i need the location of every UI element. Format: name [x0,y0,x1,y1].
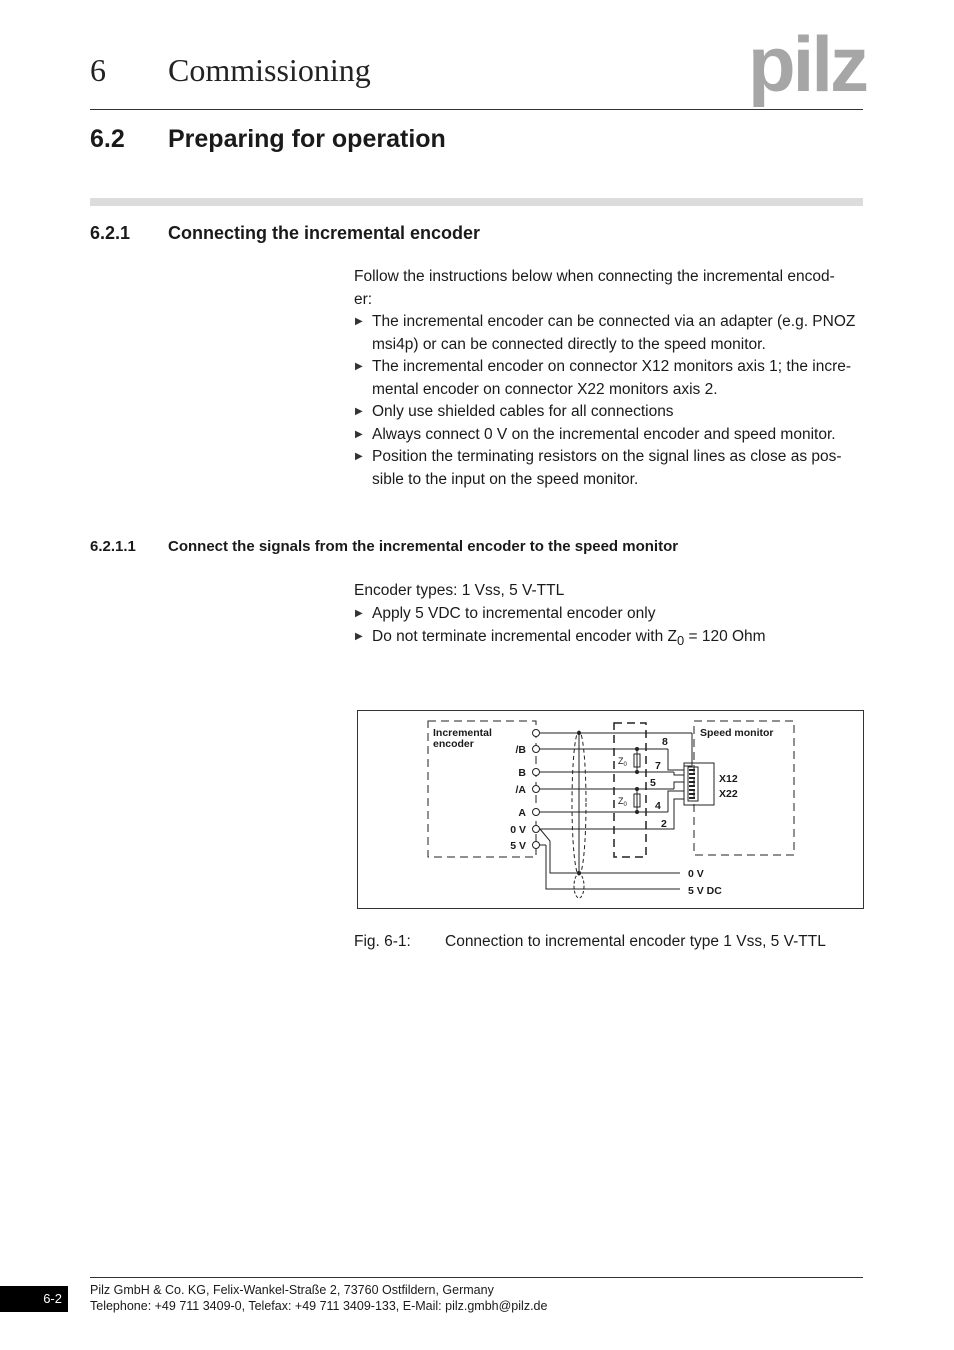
signal-label: A [518,807,526,819]
list-item: ▶ Only use shielded cables for all connections [354,401,866,424]
resistor-label: $Z_0$ [618,756,627,768]
list-item: ▶ The incremental encoder on connector X12 monitors axis 1; the incre-mental encoder on connector X22 monitors axis 2. [355,358,852,398]
encoder-label-line1: Incremental [433,727,492,739]
bullet-arrow-icon: ▶ [355,361,363,372]
terminal-icon [533,842,540,849]
wiring-diagram-svg [358,711,863,908]
bullet-arrow-icon: ▶ [355,316,363,327]
supply-5v-label: 5 V DC [688,885,722,897]
bullet-arrow-icon: ▶ [355,630,363,642]
bullet-arrow-icon: ▶ [355,608,363,619]
terminal-icon [533,826,540,833]
pilz-logo: pilz [748,20,866,108]
list-item: ▶ Always connect 0 V on the incremental encoder and speed monitor. [354,424,866,447]
list-item: ▶ Apply 5 VDC to incremental encoder only [354,603,866,626]
figure-caption: Connection to incremental encoder type 1 Vss, 5 V-TTL [445,933,826,950]
chapter-number: 6 [90,52,106,88]
adapter-box [614,723,646,857]
footer-contact: Telephone: +49 711 3409-0, Telefax: +49 711 3409-133, E-Mail: pilz.gmbh@pilz.de [90,1299,548,1313]
signal-label: /A [515,784,526,796]
subsubsection-number: 6.2.1.1 [90,538,136,555]
pin-label: 2 [661,818,667,830]
terminal-icon [533,786,540,793]
bullet-arrow-icon: ▶ [355,406,363,417]
list-item: ▶ The incremental encoder can be connected via an adapter (e.g. PNOZ msi4p) or can be connected directly to the speed monitor. [355,313,856,353]
section-title: Preparing for operation [168,125,446,153]
bullet-arrow-icon: ▶ [355,428,363,440]
subsection-title: Connecting the incremental encoder [168,223,481,243]
encoder-label-line2: encoder [433,738,474,750]
speed-monitor-box [694,721,794,855]
list-item: ▶ Do not terminate incremental encoder with $Z_0 = 120$ Ohm [355,627,766,648]
terminal-icon [533,769,540,776]
header-divider [90,109,863,110]
wiring-diagram [357,710,864,909]
section-number: 6.2 [90,125,125,153]
intro-line-2: er: [354,290,373,308]
speed-monitor-label: Speed monitor [700,727,774,739]
section-separator-bar [90,198,863,206]
signal-label: 0 V [510,824,526,836]
encoder-list [354,603,866,652]
figure-number: Fig. 6-1: [354,933,411,950]
pin-label: 4 [655,800,661,812]
footer-divider [90,1277,863,1278]
list-item: ▶ Position the terminating resistors on the signal lines as close as pos-sible to the input on the speed monitor. [355,448,842,488]
supply-0v-label: 0 V [688,868,704,880]
terminal-icon [533,730,540,737]
intro-paragraph [354,266,866,311]
terminal-icon [533,746,540,753]
pin-label: 8 [662,736,668,748]
bullet-arrow-icon: ▶ [355,451,363,462]
resistor-label: $Z_0$ [618,796,627,808]
chapter-title: Commissioning [168,52,371,88]
encoder-types: Encoder types: 1 Vss, 5 V-TTL [354,582,565,599]
signal-label: 5 V [510,840,526,852]
terminal-icon [533,809,540,816]
pin-label: 5 [650,777,656,789]
intro-line-1: Follow the instructions below when connecting the incremental encod- [354,268,835,285]
connector-x12-label: X12 [719,773,738,785]
connector-x22-label: X22 [719,788,738,800]
instruction-list [354,311,866,491]
subsubsection-title: Connect the signals from the incremental encoder to the speed monitor [168,538,679,555]
signal-label: /B [515,744,526,756]
signal-label: B [518,767,526,779]
pin-label: 7 [655,760,661,772]
page-number: 6-2 [0,1286,68,1312]
subsection-number: 6.2.1 [90,223,131,243]
footer-address: Pilz GmbH & Co. KG, Felix-Wankel-Straße 2, 73760 Ostfildern, Germany [90,1283,494,1297]
